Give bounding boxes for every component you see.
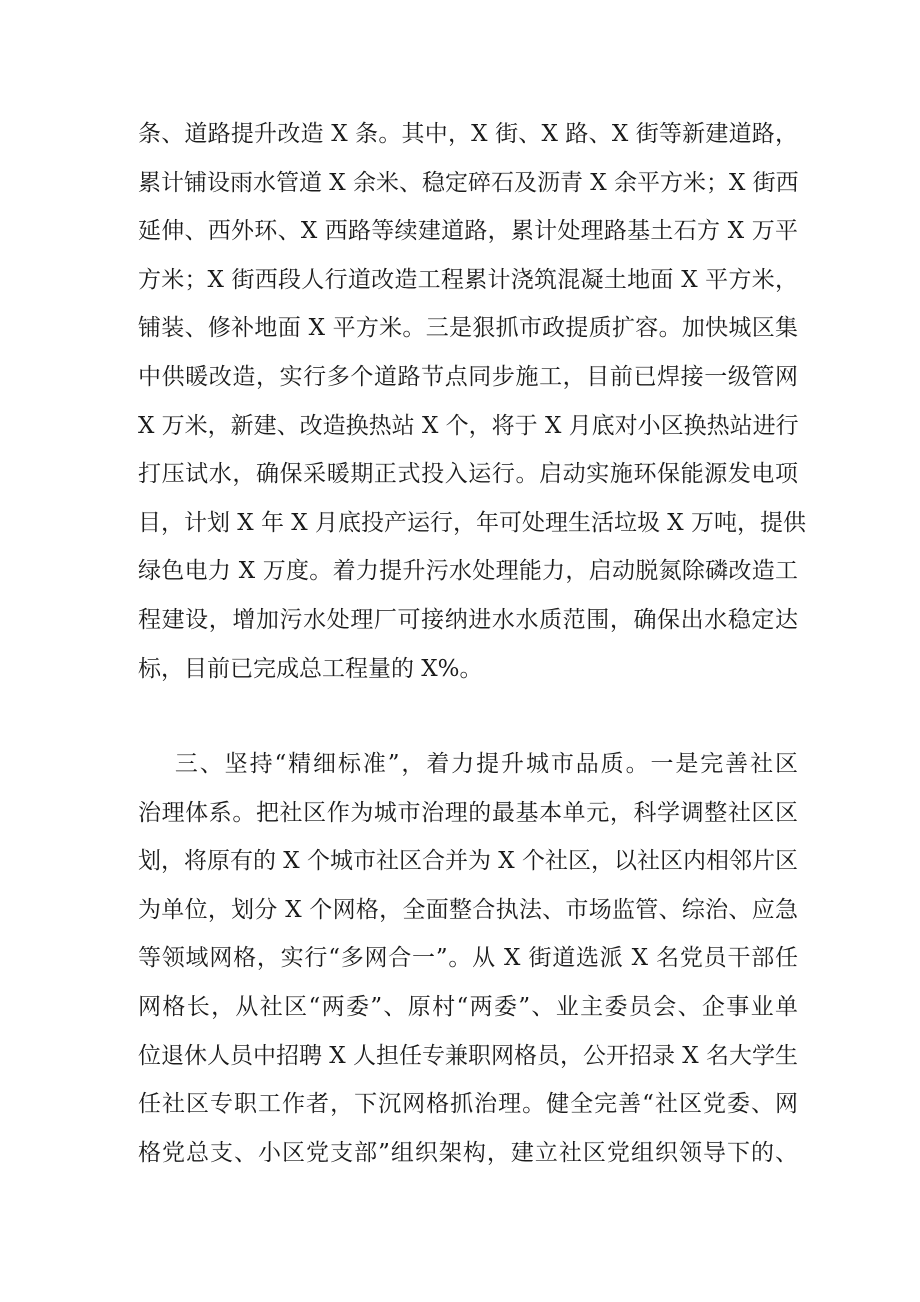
text-line: 位退休人员中招聘 X 人担任专兼职网格员，公开招录 X 名大学生 <box>138 1042 798 1069</box>
text-line: X 万米，新建、改造换热站 X 个，将于 X 月底对小区换热站进行 <box>138 412 799 439</box>
text-line: 绿色电力 X 万度。着力提升污水处理能力，启动脱氮除磷改造工 <box>138 558 798 585</box>
text-line: 方米；X 街西段人行道改造工程累计浇筑混凝土地面 X 平方米， <box>138 266 798 293</box>
text-line: 延伸、西外环、X 西路等续建道路，累计处理路基土石方 X 万平 <box>138 218 798 245</box>
text-line: 网格长，从社区“两委”、原村“两委”、业主委员会、企事业单 <box>138 993 798 1020</box>
text-line: 条、道路提升改造 X 条。其中，X 街、X 路、X 街等新建道路， <box>138 121 798 147</box>
text-line: 格党总支、小区党支部”组织架构，建立社区党组织领导下的、 <box>138 1139 798 1166</box>
text-line: 铺装、修补地面 X 平方米。三是狠抓市政提质扩容。加快城区集 <box>138 315 798 342</box>
text-line: 目，计划 X 年 X 月底投产运行，年可处理生活垃圾 X 万吨，提供 <box>138 509 806 536</box>
paragraph-2 <box>138 740 798 1177</box>
text-line: 打压试水，确保采暖期正式投入运行。启动实施环保能源发电项 <box>138 461 798 488</box>
text-line: 治理体系。把社区作为城市治理的最基本单元，科学调整社区区 <box>138 799 798 826</box>
text-line: 累计铺设雨水管道 X 余米、稳定碎石及沥青 X 余平方米；X 街西 <box>138 169 799 196</box>
text-line: 标，目前已完成总工程量的 X%。 <box>138 655 483 682</box>
text-line: 等领域网格，实行“多网合一”。从 X 街道选派 X 名党员干部任 <box>138 945 798 972</box>
text-line: 中供暖改造，实行多个道路节点同步施工，目前已焊接一级管网 <box>138 363 798 390</box>
text-line: 划，将原有的 X 个城市社区合并为 X 个社区，以社区内相邻片区 <box>138 848 798 875</box>
paragraph-1 <box>138 110 806 693</box>
text-line: 任社区专职工作者，下沉网格抓治理。健全完善“社区党委、网 <box>138 1091 798 1118</box>
text-line: 三、坚持“精细标准”，着力提升城市品质。一是完善社区 <box>138 751 798 777</box>
text-line: 为单位，划分 X 个网格，全面整合执法、市场监管、综治、应急 <box>138 896 798 923</box>
text-line: 程建设，增加污水处理厂可接纳进水水质范围，确保出水稳定达 <box>138 606 798 633</box>
